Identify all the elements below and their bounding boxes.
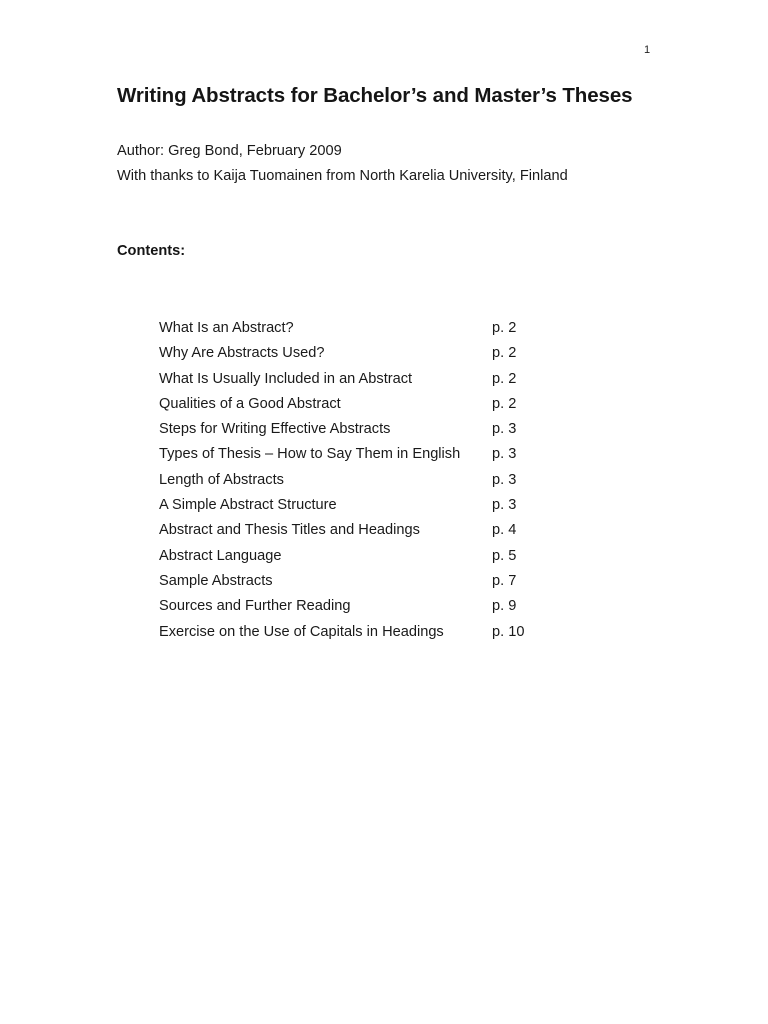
toc-entry-page: p. 2 bbox=[492, 345, 517, 362]
toc-entry-page: p. 2 bbox=[492, 320, 517, 336]
toc-entry-title: Types of Thesis – How to Say Them in English bbox=[159, 446, 461, 463]
page-number: 1 bbox=[644, 44, 651, 56]
table-of-contents bbox=[159, 316, 552, 645]
toc-entry bbox=[159, 620, 552, 645]
toc-entry-title: Qualities of a Good Abstract bbox=[159, 395, 341, 412]
toc-entry-title: What Is an Abstract? bbox=[159, 320, 294, 336]
toc-entry bbox=[159, 392, 552, 417]
author-line: Author: Greg Bond, February 2009 bbox=[117, 143, 342, 159]
toc-entry-page: p. 9 bbox=[492, 598, 517, 615]
toc-entry-title: Steps for Writing Effective Abstracts bbox=[159, 421, 391, 438]
toc-entry bbox=[159, 316, 552, 341]
toc-entry-title: Abstract and Thesis Titles and Headings bbox=[159, 522, 420, 539]
toc-entry-page: p. 10 bbox=[492, 623, 525, 640]
toc-entry-page: p. 4 bbox=[492, 522, 517, 539]
toc-entry-page: p. 2 bbox=[492, 370, 517, 387]
toc-entry bbox=[159, 518, 552, 543]
toc-entry-page: p. 3 bbox=[492, 421, 517, 438]
toc-entry-page: p. 3 bbox=[492, 497, 517, 514]
toc-entry-title: Exercise on the Use of Capitals in Headings bbox=[159, 623, 444, 640]
toc-entry-page: p. 5 bbox=[492, 547, 517, 564]
toc-entry-title: Why Are Abstracts Used? bbox=[159, 345, 325, 362]
toc-entry-title: Abstract Language bbox=[159, 547, 282, 564]
toc-entry-title: Sources and Further Reading bbox=[159, 598, 351, 615]
toc-entry bbox=[159, 442, 552, 467]
toc-entry bbox=[159, 544, 552, 569]
toc-entry-page: p. 2 bbox=[492, 395, 517, 412]
toc-entry bbox=[159, 493, 552, 518]
toc-entry-page: p. 3 bbox=[492, 471, 517, 488]
toc-entry-page: p. 7 bbox=[492, 572, 517, 589]
toc-entry bbox=[159, 367, 552, 392]
toc-entry bbox=[159, 569, 552, 594]
toc-entry bbox=[159, 417, 552, 442]
toc-entry-title: A Simple Abstract Structure bbox=[159, 497, 337, 514]
acknowledgement-line: With thanks to Kaija Tuomainen from North Karelia University, Finland bbox=[117, 168, 568, 184]
toc-entry-title: Length of Abstracts bbox=[159, 471, 284, 488]
toc-entry-title: What Is Usually Included in an Abstract bbox=[159, 370, 413, 387]
toc-entry bbox=[159, 468, 552, 493]
toc-entry bbox=[159, 341, 552, 366]
document-title: Writing Abstracts for Bachelor’s and Master’s Theses bbox=[117, 84, 633, 107]
toc-entry-page: p. 3 bbox=[492, 446, 517, 463]
toc-entry bbox=[159, 594, 552, 619]
toc-entry-title: Sample Abstracts bbox=[159, 572, 273, 589]
contents-heading: Contents: bbox=[117, 243, 186, 259]
